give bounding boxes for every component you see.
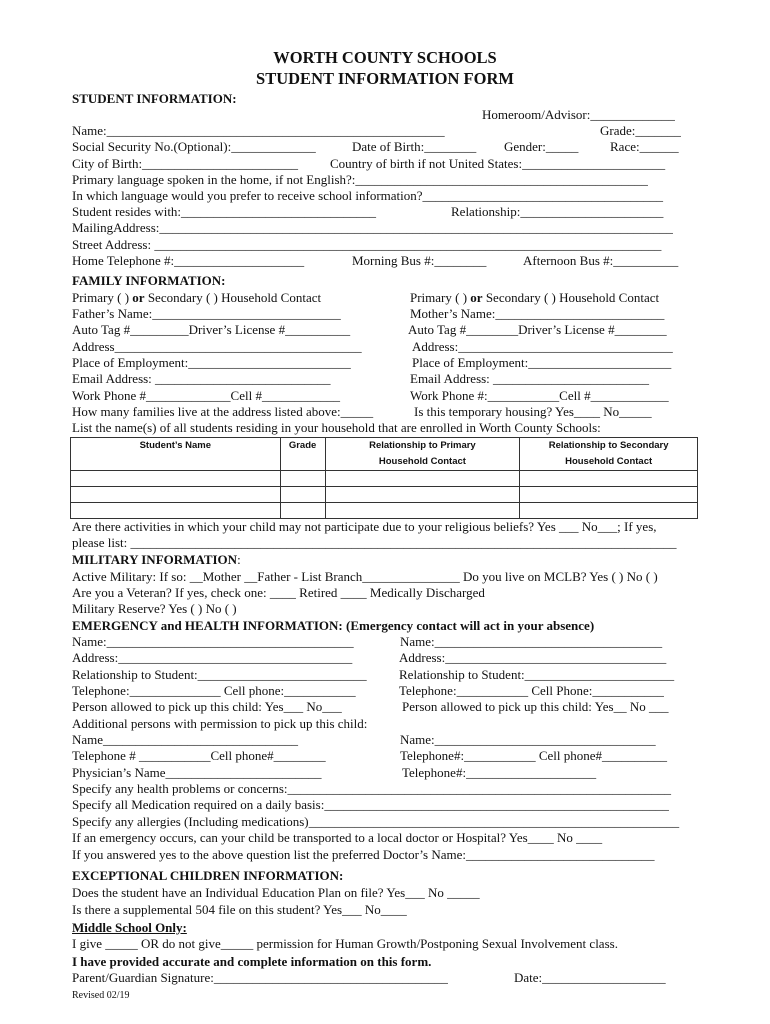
transport-consent-field[interactable]: If an emergency occurs, can your child be transported to a local doctor or Hospital? Yes____ No ____: [72, 830, 603, 845]
emergency-pickup-right[interactable]: Person allowed to pick up this child: Yes__ No ___: [402, 699, 669, 714]
students-name-header: Student’s Name: [71, 438, 281, 471]
plan-504-field[interactable]: Is there a supplemental 504 file on this student? Yes___ No____: [72, 902, 407, 917]
race-field[interactable]: Race:______: [610, 139, 679, 154]
street-address-field[interactable]: Street Address: ______________________________________________________________________________: [72, 237, 662, 252]
emergency-telephone-right[interactable]: Telephone:___________ Cell Phone:___________: [399, 683, 664, 698]
preferred-doctor-field[interactable]: If you answered yes to the above question list the preferred Doctor’s Name:_____________________________: [72, 847, 655, 862]
certify-statement: I have provided accurate and complete information on this form.: [72, 954, 432, 969]
active-military-field[interactable]: Active Military: If so: __Mother __Father - List Branch_______________ Do you live on MCLB? Yes ( ) No ( ): [72, 569, 658, 584]
household-students-table: [70, 437, 698, 519]
iep-field[interactable]: Does the student have an Individual Education Plan on file? Yes___ No _____: [72, 885, 480, 900]
list-students-instruction: List the name(s) of all students residing in your household that are enrolled in Worth County Schools:: [72, 420, 601, 435]
table-cell[interactable]: [325, 471, 520, 487]
family-info-heading: FAMILY INFORMATION:: [72, 273, 226, 288]
health-problems-field[interactable]: Specify any health problems or concerns:___________________________________________________________: [72, 781, 672, 796]
father-employment-field[interactable]: Place of Employment:_________________________: [72, 355, 351, 370]
city-of-birth-field[interactable]: City of Birth:________________________: [72, 156, 299, 171]
additional-name-right[interactable]: Name:__________________________________: [400, 732, 656, 747]
revision-note: Revised 02/19: [72, 990, 130, 1001]
country-of-birth-field[interactable]: Country of birth if not United States:______________________: [330, 156, 666, 171]
emergency-address-left[interactable]: Address:____________________________________: [72, 650, 353, 665]
mother-work-phone-field[interactable]: Work Phone #:___________Cell #____________: [410, 388, 669, 403]
emergency-name-right[interactable]: Name:___________________________________: [400, 634, 663, 649]
table-cell[interactable]: [71, 471, 281, 487]
relationship-field[interactable]: Relationship:______________________: [451, 204, 664, 219]
form-title: STUDENT INFORMATION FORM: [256, 69, 514, 88]
table-cell[interactable]: [325, 487, 520, 503]
middle-school-heading: Middle School Only:: [72, 920, 187, 935]
relationship-secondary-header: Relationship to Secondary Household Contact: [520, 438, 698, 471]
info-language-field[interactable]: In which language would you prefer to receive school information?_____________________________________: [72, 188, 664, 203]
veteran-field[interactable]: Are you a Veteran? If yes, check one: ____ Retired ____ Medically Discharged: [72, 585, 485, 600]
mailing-address-field[interactable]: MailingAddress:_______________________________________________________________________________: [72, 220, 673, 235]
relationship-primary-header: Relationship to Primary Household Contact: [325, 438, 520, 471]
resides-with-field[interactable]: Student resides with:______________________________: [72, 204, 377, 219]
physician-name-field[interactable]: Physician’s Name________________________: [72, 765, 322, 780]
mother-name-field[interactable]: Mother’s Name:__________________________: [410, 306, 665, 321]
name-field[interactable]: Name:____________________________________________________: [72, 123, 445, 138]
exceptional-heading: EXCEPTIONAL CHILDREN INFORMATION:: [72, 868, 344, 883]
religious-activities-field[interactable]: Are there activities in which your child may not participate due to your religious beliefs? Yes ___ No___; If yes,: [72, 519, 657, 534]
additional-telephone-right[interactable]: Telephone#:___________ Cell phone#__________: [400, 748, 668, 763]
table-cell[interactable]: [280, 487, 325, 503]
emergency-pickup-left[interactable]: Person allowed to pick up this child: Yes___ No___: [72, 699, 342, 714]
father-address-field[interactable]: Address______________________________________: [72, 339, 362, 354]
signature-date-field[interactable]: Date:___________________: [514, 970, 666, 985]
father-work-phone-field[interactable]: Work Phone #_____________Cell #____________: [72, 388, 340, 403]
home-telephone-field[interactable]: Home Telephone #:____________________: [72, 253, 305, 268]
ssn-field[interactable]: Social Security No.(Optional):_____________: [72, 139, 316, 154]
emergency-relationship-left[interactable]: Relationship to Student:__________________________: [72, 667, 367, 682]
school-title: WORTH COUNTY SCHOOLS: [273, 48, 497, 67]
student-info-heading: STUDENT INFORMATION:: [72, 91, 237, 106]
father-name-field[interactable]: Father’s Name:_____________________________: [72, 306, 341, 321]
primary-contact-left[interactable]: Primary ( ) or Secondary ( ) Household Contact: [72, 290, 322, 305]
emergency-name-left[interactable]: Name:______________________________________: [72, 634, 354, 649]
table-cell[interactable]: [280, 471, 325, 487]
grade-field[interactable]: Grade:_______: [600, 123, 681, 138]
morning-bus-field[interactable]: Morning Bus #:________: [352, 253, 487, 268]
table-cell[interactable]: [520, 471, 698, 487]
table-cell[interactable]: [71, 503, 281, 519]
families-at-address-field[interactable]: How many families live at the address listed above:_____: [72, 404, 374, 419]
mother-email-field[interactable]: Email Address: ________________________: [410, 371, 650, 386]
dob-field[interactable]: Date of Birth:________: [352, 139, 477, 154]
table-cell[interactable]: [280, 503, 325, 519]
parent-signature-field[interactable]: Parent/Guardian Signature:____________________________________: [72, 970, 448, 985]
afternoon-bus-field[interactable]: Afternoon Bus #:__________: [523, 253, 679, 268]
medication-field[interactable]: Specify all Medication required on a daily basis:_____________________________________________________: [72, 797, 669, 812]
table-row: [71, 487, 698, 503]
additional-telephone-left[interactable]: Telephone # ___________Cell phone#________: [72, 748, 326, 763]
father-auto-tag-field[interactable]: Auto Tag #_________Driver’s License #__________: [72, 322, 351, 337]
emergency-address-right[interactable]: Address:__________________________________: [399, 650, 667, 665]
table-cell[interactable]: [520, 487, 698, 503]
mother-auto-tag-field[interactable]: Auto Tag #________Driver’s License #________: [408, 322, 667, 337]
military-heading: MILITARY INFORMATION:: [72, 552, 241, 567]
table-row: [71, 471, 698, 487]
table-cell[interactable]: [520, 503, 698, 519]
gender-field[interactable]: Gender:_____: [504, 139, 579, 154]
emergency-relationship-right[interactable]: Relationship to Student:_______________________: [399, 667, 675, 682]
table-cell[interactable]: [71, 487, 281, 503]
military-reserve-field[interactable]: Military Reserve? Yes ( ) No ( ): [72, 601, 237, 616]
primary-contact-right[interactable]: Primary ( ) or Secondary ( ) Household Contact: [410, 290, 660, 305]
additional-name-left[interactable]: Name______________________________: [72, 732, 299, 747]
primary-language-field[interactable]: Primary language spoken in the home, if not English?:_____________________________________________: [72, 172, 648, 187]
table-cell[interactable]: [325, 503, 520, 519]
temporary-housing-field[interactable]: Is this temporary housing? Yes____ No_____: [414, 404, 652, 419]
physician-telephone-field[interactable]: Telephone#:____________________: [402, 765, 597, 780]
homeroom-field[interactable]: Homeroom/Advisor:_____________: [482, 107, 675, 122]
additional-persons-label: Additional persons with permission to pick up this child:: [72, 716, 368, 731]
mother-address-field[interactable]: Address:_________________________________: [412, 339, 673, 354]
table-row: [71, 503, 698, 519]
permission-field[interactable]: I give _____ OR do not give_____ permission for Human Growth/Postponing Sexual Involvement class.: [72, 936, 618, 951]
emergency-heading: EMERGENCY and HEALTH INFORMATION: (Emergency contact will act in your absence): [72, 618, 595, 633]
mother-employment-field[interactable]: Place of Employment:______________________: [412, 355, 672, 370]
religious-list-field[interactable]: please list: ____________________________________________________________________________________: [72, 535, 677, 550]
father-email-field[interactable]: Email Address: ___________________________: [72, 371, 331, 386]
allergies-field[interactable]: Specify any allergies (Including medications)_________________________________________________________: [72, 814, 680, 829]
grade-header: Grade: [280, 438, 325, 471]
emergency-telephone-left[interactable]: Telephone:______________ Cell phone:___________: [72, 683, 356, 698]
